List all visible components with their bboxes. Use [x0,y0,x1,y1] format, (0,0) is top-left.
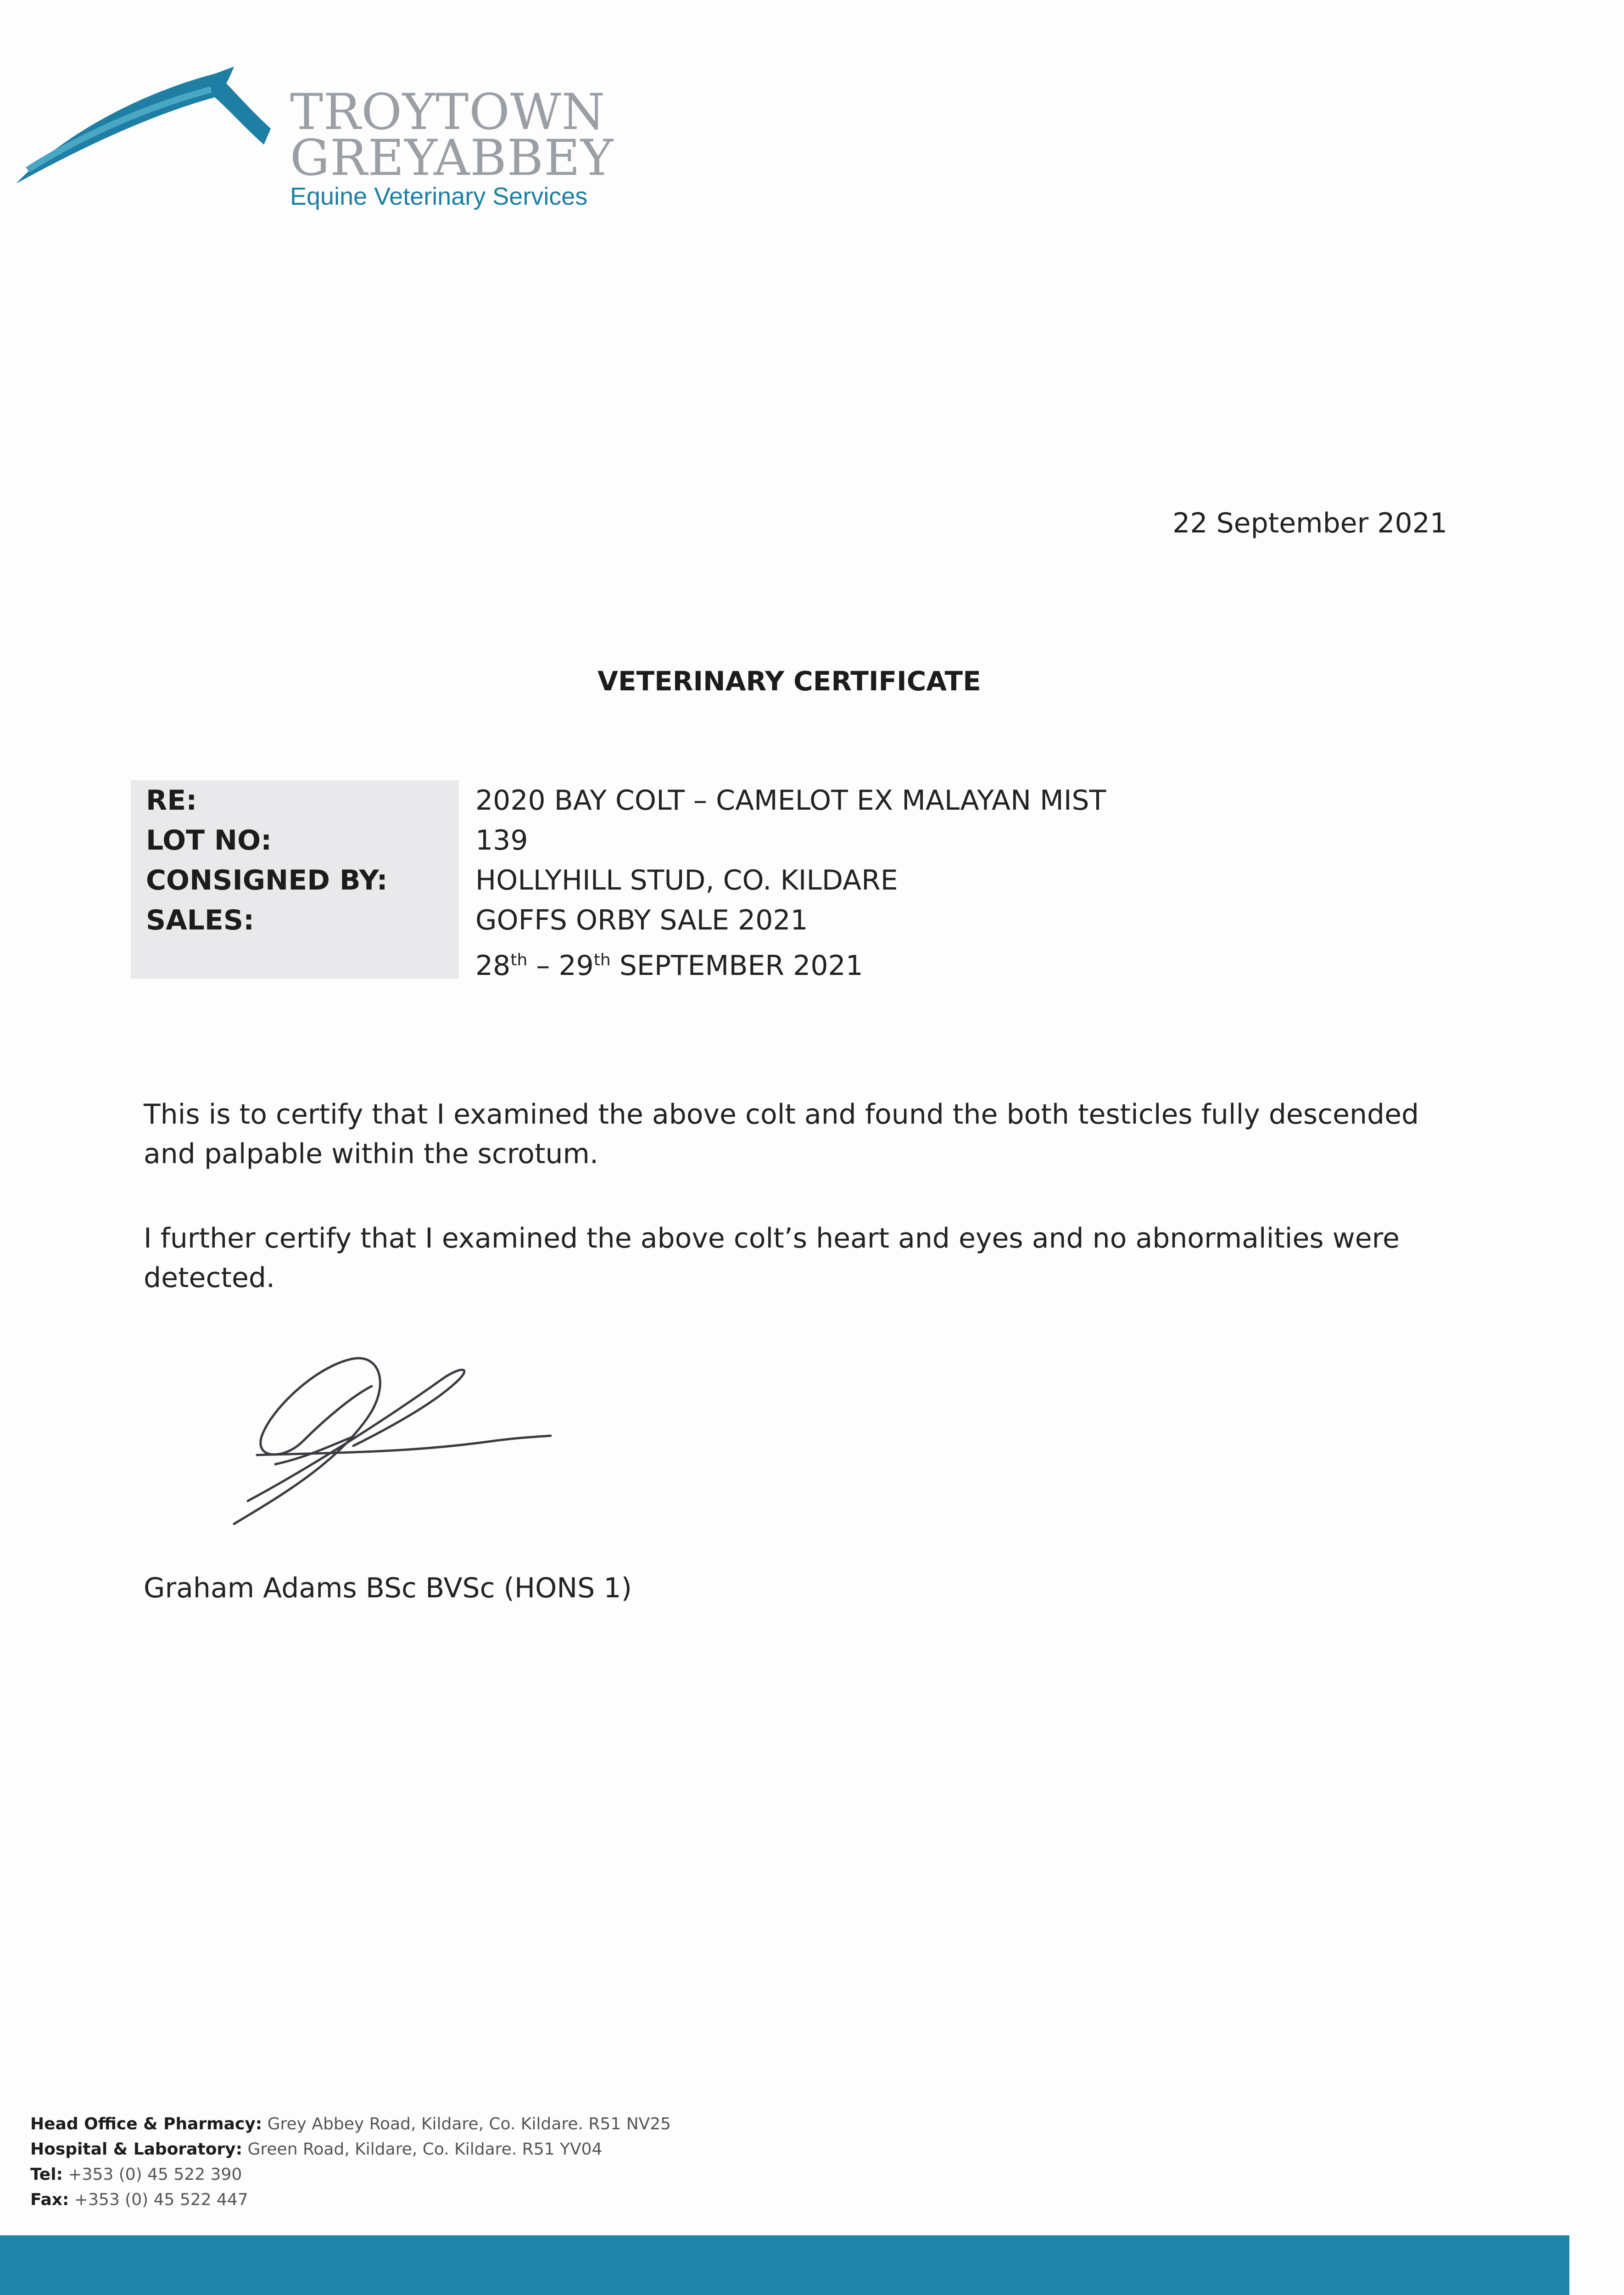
signature-icon [216,1349,592,1542]
sales-dates: 28th – 29th SEPTEMBER 2021 [475,950,863,982]
sales-value: GOFFS ORBY SALE 2021 [475,904,808,936]
horse-head-swoosh-icon [14,64,280,197]
consigned-value: HOLLYHILL STUD, CO. KILDARE [475,864,898,896]
footer-head-office: Head Office & Pharmacy: Grey Abbey Road, Kildare, Co. Kildare. R51 NV25 [30,2115,671,2133]
letterhead-line2: GREYABBEY [290,129,614,187]
letterhead-line1: TROYTOWN [290,84,606,141]
certification-paragraph-1: This is to certify that I examined the above colt and found the both testicles fully descended and palpable within the scrotum. [144,1098,1419,1170]
signer-name: Graham Adams BSc BVSc (HONS 1) [144,1572,632,1604]
letterhead-wordmark [290,84,614,211]
sales-label: SALES: [146,904,255,936]
consigned-label: CONSIGNED BY: [146,864,388,896]
re-value: 2020 BAY COLT – CAMELOT EX MALAYAN MIST [475,784,1106,817]
footer-hospital: Hospital & Laboratory: Green Road, Kildare, Co. Kildare. R51 YV04 [30,2140,603,2159]
footer-bar [0,2235,1569,2295]
lot-label: LOT NO: [146,824,272,856]
footer-contact [30,2111,671,2212]
certification-paragraph-2: I further certify that I examined the above colt’s heart and eyes and no abnormalities were detected. [144,1222,1400,1294]
footer-tel: Tel: +353 (0) 45 522 390 [30,2165,242,2184]
letter-date: 22 September 2021 [1172,507,1447,539]
footer-fax: Fax: +353 (0) 45 522 447 [30,2190,248,2209]
lot-value: 139 [475,824,528,856]
re-label: RE: [146,784,197,817]
letterhead-subtitle: Equine Veterinary Services [290,183,588,210]
document-title: VETERINARY CERTIFICATE [597,666,981,697]
